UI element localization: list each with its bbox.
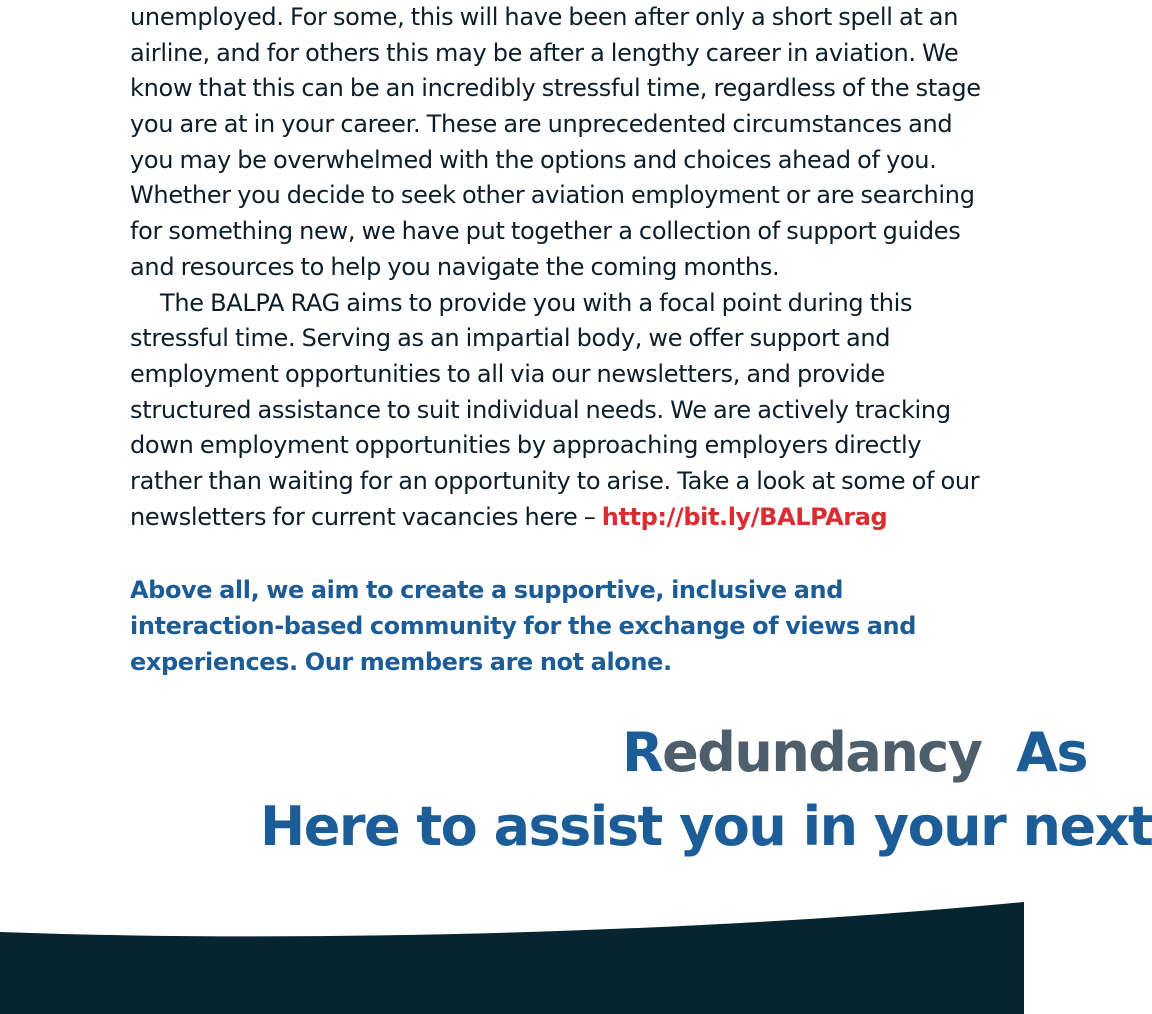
- banner-subheading: Here to assist you in your next: [260, 795, 1152, 858]
- paragraph-line: unemployed. For some, this will have been after only a short spell at an: [130, 3, 959, 31]
- banner-heading-initial: R: [622, 721, 663, 784]
- callout-statement: [130, 572, 916, 680]
- paragraph-line: employment opportunities to all via our newsletters, and provide: [130, 359, 885, 388]
- paragraph-line-text: newsletters for current vacancies here –: [130, 502, 602, 531]
- callout-line: Above all, we aim to create a supportive, inclusive and: [130, 576, 843, 604]
- callout-line: experiences. Our members are not alone.: [130, 648, 672, 676]
- paragraph-line-with-link: [130, 500, 1030, 536]
- paragraph-line: for something new, we have put together a collection of support guides: [130, 217, 961, 246]
- paragraph-line: know that this can be an incredibly stressful time, regardless of the stage: [130, 74, 981, 103]
- article-body: [130, 0, 1030, 535]
- paragraph-line: and resources to help you navigate the coming months.: [130, 252, 780, 281]
- paragraph-line: Whether you decide to seek other aviation employment or are searching: [130, 181, 975, 210]
- newsletter-link[interactable]: http://bit.ly/BALPArag: [601, 502, 888, 531]
- banner-heading: [622, 718, 1087, 788]
- paragraph-line: The BALPA RAG aims to provide you with a focal point during this: [160, 288, 913, 317]
- callout-line: interaction-based community for the exchange of views and: [130, 612, 917, 640]
- banner-heading-second-word: As: [1016, 721, 1088, 784]
- paragraph-line: you may be overwhelmed with the options and choices ahead of you.: [130, 145, 937, 174]
- paragraph-line: down employment opportunities by approaching employers directly: [130, 431, 922, 460]
- paragraph-line: rather than waiting for an opportunity to arise. Take a look at some of our: [130, 466, 980, 495]
- banner-heading-rest: edundancy: [662, 721, 982, 784]
- paragraph-line: you are at in your career. These are unprecedented circumstances and: [130, 110, 953, 139]
- paragraph-line: structured assistance to suit individual needs. We are actively tracking: [130, 395, 951, 424]
- footer-wave-shape: [0, 902, 1024, 1014]
- paragraph-line: stressful time. Serving as an impartial body, we offer support and: [130, 324, 891, 353]
- paragraph-line: airline, and for others this may be after a lengthy career in aviation. We: [130, 38, 959, 67]
- footer-wave: [0, 895, 1024, 1014]
